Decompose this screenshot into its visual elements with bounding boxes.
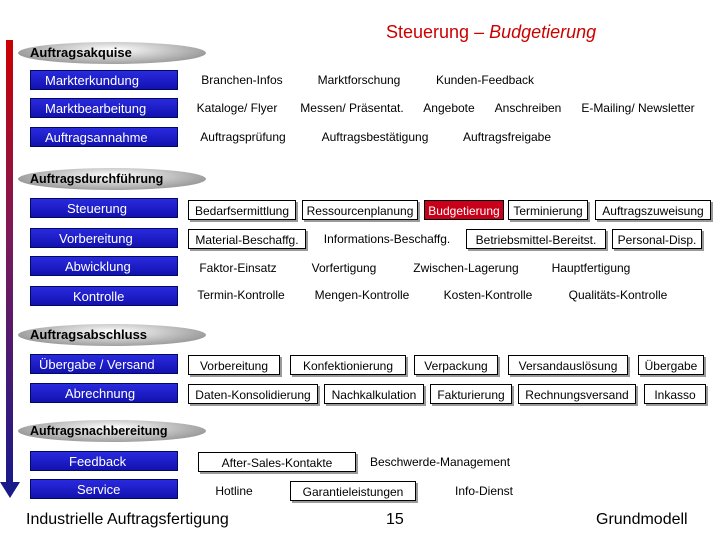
- item-daten-konsolidierung: Daten-Konsolidierung: [188, 384, 318, 404]
- title-highlight: Budgetierung: [489, 22, 597, 42]
- item-konfektionierung: Konfektionierung: [290, 355, 406, 375]
- item-zwischen-lagerung: Zwischen-Lagerung: [413, 261, 519, 275]
- category-marktbearbeitung: Marktbearbeitung: [30, 98, 178, 118]
- item-mengen-kontrolle: Mengen-Kontrolle: [314, 288, 410, 302]
- category-auftragsannahme: Auftragsannahme: [30, 127, 178, 147]
- item-auftragsfreigabe: Auftragsfreigabe: [462, 130, 552, 144]
- item-verpackung: Verpackung: [414, 355, 498, 375]
- item-nachkalkulation: Nachkalkulation: [324, 384, 424, 404]
- arrow-down-icon: [0, 482, 20, 498]
- item-budgetierung: Budgetierung: [424, 200, 504, 220]
- item-faktor-einsatz: Faktor-Einsatz: [199, 261, 277, 275]
- section-auftragsabschluss: Auftragsabschluss: [18, 324, 206, 346]
- item-after-sales-kontakte: After-Sales-Kontakte: [198, 452, 356, 472]
- item-angebote: Angebote: [423, 101, 475, 115]
- title-main: Steuerung –: [386, 22, 490, 42]
- item-material-beschaffg: Material-Beschaffg.: [188, 229, 306, 249]
- page-number: 15: [386, 511, 404, 528]
- footer-left: Industrielle Auftragsfertigung: [26, 511, 229, 528]
- item-messen-praesentat: Messen/ Präsentat.: [300, 101, 404, 115]
- process-axis: [6, 40, 13, 485]
- item-vorfertigung: Vorfertigung: [311, 261, 377, 275]
- category-feedback: Feedback: [30, 451, 178, 471]
- item-kataloge-flyer: Kataloge/ Flyer: [196, 101, 278, 115]
- category-abwicklung: Abwicklung: [30, 256, 178, 276]
- category-uebergabe-versand: Übergabe / Versand: [30, 354, 178, 374]
- item-hauptfertigung: Hauptfertigung: [551, 261, 631, 275]
- item-anschreiben: Anschreiben: [494, 101, 562, 115]
- category-vorbereitung: Vorbereitung: [30, 228, 178, 248]
- footer-right: Grundmodell: [596, 511, 688, 528]
- item-branchen-infos: Branchen-Infos: [201, 73, 283, 87]
- item-betriebsmittel-bereitst: Betriebsmittel-Bereitst.: [466, 229, 606, 249]
- category-markterkundung: Markterkundung: [30, 70, 178, 90]
- slide-title: [386, 22, 596, 43]
- item-terminierung: Terminierung: [508, 200, 588, 220]
- item-auftragsbestaetigung: Auftragsbestätigung: [321, 130, 429, 144]
- item-uebergabe: Übergabe: [638, 355, 704, 375]
- category-service: Service: [30, 479, 178, 499]
- section-auftragsdurchfuehrung: Auftragsdurchführung: [18, 168, 206, 190]
- item-beschwerde-management: Beschwerde-Management: [369, 455, 511, 469]
- section-auftragsnachbereitung: Auftragsnachbereitung: [18, 420, 206, 442]
- item-vorbereitung: Vorbereitung: [188, 355, 280, 375]
- item-auftragspruefung: Auftragsprüfung: [200, 130, 286, 144]
- item-fakturierung: Fakturierung: [430, 384, 512, 404]
- category-kontrolle: Kontrolle: [30, 286, 178, 306]
- item-termin-kontrolle: Termin-Kontrolle: [197, 288, 285, 302]
- item-bedarfsermittlung: Bedarfsermittlung: [188, 200, 296, 220]
- item-personal-disp: Personal-Disp.: [612, 229, 702, 249]
- item-rechnungsversand: Rechnungsversand: [518, 384, 636, 404]
- item-info-dienst: Info-Dienst: [454, 484, 514, 498]
- item-kosten-kontrolle: Kosten-Kontrolle: [443, 288, 533, 302]
- item-hotline: Hotline: [215, 484, 253, 498]
- item-inkasso: Inkasso: [644, 384, 706, 404]
- category-abrechnung: Abrechnung: [30, 383, 178, 403]
- item-informations-beschaffg: Informations-Beschaffg.: [323, 232, 451, 246]
- item-kunden-feedback: Kunden-Feedback: [435, 73, 535, 87]
- item-qualitaets-kontrolle: Qualitäts-Kontrolle: [568, 288, 668, 302]
- item-e-mailing-newsletter: E-Mailing/ Newsletter: [581, 101, 695, 115]
- item-versandausloesung: Versandauslösung: [508, 355, 628, 375]
- item-garantieleistungen: Garantieleistungen: [290, 481, 416, 501]
- item-auftragszuweisung: Auftragszuweisung: [595, 200, 711, 220]
- item-ressourcenplanung: Ressourcenplanung: [302, 200, 418, 220]
- category-steuerung: Steuerung: [30, 198, 178, 218]
- section-auftragsakquise: Auftragsakquise: [18, 42, 206, 64]
- item-marktforschung: Marktforschung: [317, 73, 401, 87]
